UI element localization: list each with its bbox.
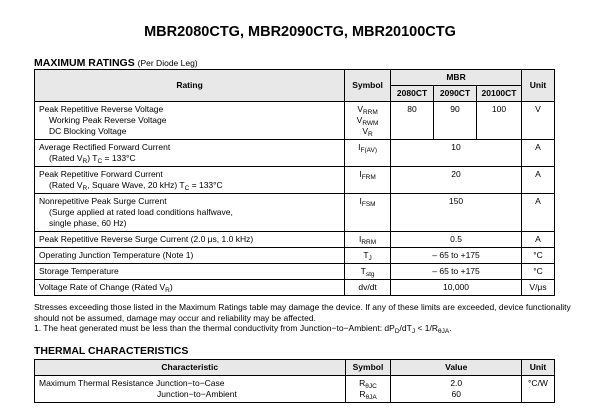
header-2080ct: 2080CT	[391, 86, 434, 102]
max-ratings-table	[34, 69, 555, 296]
header-symbol: Symbol	[345, 360, 391, 376]
stress-note: Stresses exceeding those listed in the Maximum Ratings table may damage the device. If any of these limits are exceeded, device functionality should not be assumed, damage may occur and reliability may be affected.	[34, 302, 571, 323]
table-row	[35, 232, 555, 248]
rating-cell: Average Rectified Forward Current (Rated $V_R$) $T_C = 133^\circ C$	[35, 140, 345, 167]
unit-cell: V	[522, 102, 555, 140]
symbol-cell: $R_{\theta JC}$ $R_{\theta JA}$	[345, 376, 391, 403]
value-cell: 100	[477, 102, 522, 140]
unit-cell: A	[522, 232, 555, 248]
table-row	[35, 194, 555, 232]
rating-cell: Peak Repetitive Forward Current (Rated $V_R$, Square Wave, 20 kHz) $T_C = 133^\circ C$	[35, 167, 345, 194]
header-symbol: Symbol	[345, 70, 391, 102]
value-cell: 150	[391, 194, 522, 232]
value-cell: 10,000	[391, 280, 522, 296]
symbol-cell: $V_{RRM}$ $V_{RWM}$ $V_R$	[345, 102, 391, 140]
unit-cell: °C	[522, 248, 555, 264]
notes	[34, 302, 594, 334]
header-value: Value	[391, 360, 522, 376]
document-title: MBR2080CTG, MBR2090CTG, MBR20100CTG	[144, 24, 456, 40]
rating-cell: Peak Repetitive Reverse Voltage Working Peak Reverse Voltage DC Blocking Voltage	[35, 102, 345, 140]
rating-cell: Voltage Rate of Change (Rated $V_R$)	[35, 280, 345, 296]
value-cell: 0.5	[391, 232, 522, 248]
note-1: 1. The heat generated must be less than the thermal conductivity from Junction−to−Ambient: $dP_D/dT_J < 1/R_{\theta JA}$.	[34, 323, 452, 335]
unit-cell: °C/W	[522, 376, 555, 403]
table-row	[35, 376, 555, 403]
value-cell: 80	[391, 102, 434, 140]
table-row	[35, 264, 555, 280]
table-row	[35, 248, 555, 264]
unit-cell: V/μs	[522, 280, 555, 296]
characteristic-cell: Maximum Thermal Resistance Junction−to−Case Junction−to−Ambient	[35, 376, 346, 403]
rating-cell: Storage Temperature	[35, 264, 345, 280]
value-cell: 2.0 60	[391, 376, 522, 403]
symbol-cell: $I_{F(AV)}$	[345, 140, 391, 167]
thermal-heading: THERMAL CHARACTERISTICS	[34, 345, 189, 357]
header-mbr: MBR	[391, 70, 522, 86]
value-cell: 10	[391, 140, 522, 167]
value-cell: 90	[434, 102, 477, 140]
unit-cell: A	[522, 140, 555, 167]
header-characteristic: Characteristic	[35, 360, 346, 376]
unit-cell: °C	[522, 264, 555, 280]
value-cell: 20	[391, 167, 522, 194]
symbol-cell: $T_J$	[345, 248, 391, 264]
header-20100ct: 20100CT	[477, 86, 522, 102]
value-cell: – 65 to +175	[391, 264, 522, 280]
unit-cell: A	[522, 194, 555, 232]
symbol-cell: $T_{stg}$	[345, 264, 391, 280]
header-unit: Unit	[522, 70, 555, 102]
thermal-table	[34, 359, 555, 403]
header-2090ct: 2090CT	[434, 86, 477, 102]
header-rating: Rating	[35, 70, 345, 102]
rating-cell: Operating Junction Temperature (Note 1)	[35, 248, 345, 264]
symbol-cell: dv/dt	[345, 280, 391, 296]
unit-cell: A	[522, 167, 555, 194]
table-row	[35, 167, 555, 194]
symbol-cell: $I_{FSM}$	[345, 194, 391, 232]
table-row	[35, 140, 555, 167]
rating-cell: Peak Repetitive Reverse Surge Current (2.0 μs, 1.0 kHz)	[35, 232, 345, 248]
rating-cell: Nonrepetitive Peak Surge Current (Surge applied at rated load conditions halfwave, single phase, 60 Hz)	[35, 194, 345, 232]
table-row	[35, 102, 555, 140]
table-row	[35, 280, 555, 296]
max-ratings-heading: MAXIMUM RATINGS (Per Diode Leg)	[34, 57, 198, 69]
symbol-cell: $I_{RRM}$	[345, 232, 391, 248]
header-unit: Unit	[522, 360, 555, 376]
value-cell: – 65 to +175	[391, 248, 522, 264]
symbol-cell: $I_{FRM}$	[345, 167, 391, 194]
